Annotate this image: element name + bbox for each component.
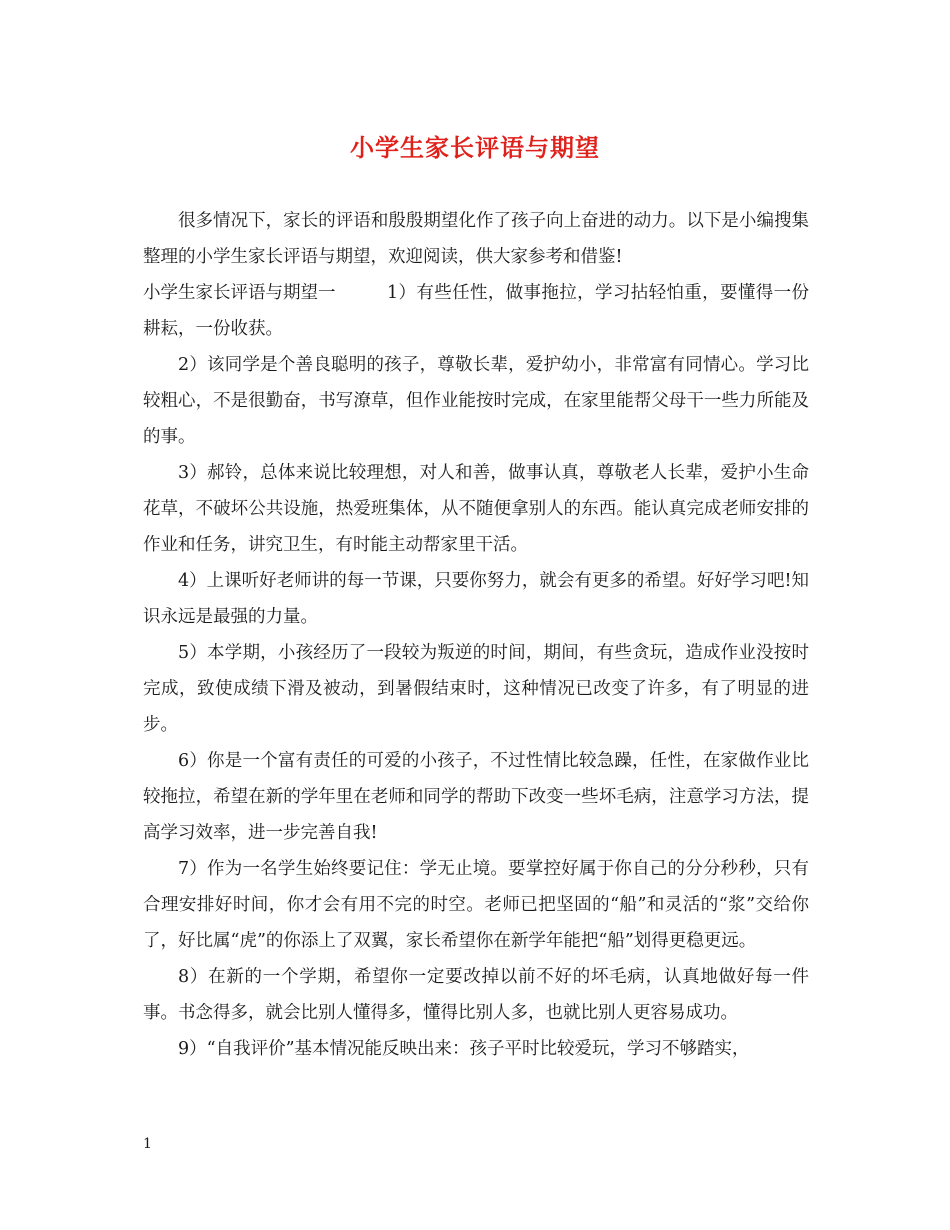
list-item: 5）本学期，小孩经历了一段较为叛逆的时间，期间，有些贪玩，造成作业没按时完成，致使成绩下滑及被动，到暑假结束时，这种情况已改变了许多，有了明显的进步。 xyxy=(143,643,809,735)
document-title: 小学生家长评语与期望 xyxy=(350,133,600,162)
section-heading: 小学生家长评语与期望一 xyxy=(143,283,336,303)
list-item: 9）“自我评价”基本情况能反映出来：孩子平时比较爱玩，学习不够踏实， xyxy=(178,1039,750,1059)
list-item: 3）郝铃，总体来说比较理想，对人和善，做事认真，尊敬老人长辈，爱护小生命花草，不破坏公共设施，热爱班集体，从不随便拿别人的东西。能认真完成老师安排的作业和任务，讲究卫生，有时能主动帮家里干活。 xyxy=(143,463,809,555)
list-item: 8）在新的一个学期，希望你一定要改掉以前不好的坏毛病，认真地做好每一件事。书念得多，就会比别人懂得多，懂得比别人多，也就比别人更容易成功。 xyxy=(143,967,809,1023)
list-item: 2）该同学是个善良聪明的孩子，尊敬长辈，爱护幼小，非常富有同情心。学习比较粗心，不是很勤奋，书写潦草，但作业能按时完成，在家里能帮父母干一些力所能及的事。 xyxy=(143,355,809,447)
list-item: 1）有些任性，做事拖拉，学习拈轻怕重，要懂得一份耕耘，一份收获。 xyxy=(143,283,809,339)
section-first-paragraph xyxy=(143,275,809,347)
list-item: 6）你是一个富有责任的可爱的小孩子，不过性情比较急躁，任性，在家做作业比较拖拉，希望在新的学年里在老师和同学的帮助下改变一些坏毛病，注意学习方法，提高学习效率，进一步完善自我! xyxy=(143,751,809,843)
document-body xyxy=(143,203,809,1067)
page-number: 1 xyxy=(143,1136,152,1152)
intro-paragraph: 很多情况下，家长的评语和殷殷期望化作了孩子向上奋进的动力。以下是小编搜集整理的小学生家长评语与期望，欢迎阅读，供大家参考和借鉴! xyxy=(143,211,809,267)
list-item: 7）作为一名学生始终要记住：学无止境。要掌控好属于你自己的分分秒秒，只有合理安排好时间，你才会有用不完的时空。老师已把坚固的“船”和灵活的“浆”交给你了，好比属“虎”的你添上了双翼，家长希望你在新学年能把“船”划得更稳更远。 xyxy=(143,859,809,951)
list-item: 4）上课听好老师讲的每一节课，只要你努力，就会有更多的希望。好好学习吧!知识永远是最强的力量。 xyxy=(143,571,809,627)
